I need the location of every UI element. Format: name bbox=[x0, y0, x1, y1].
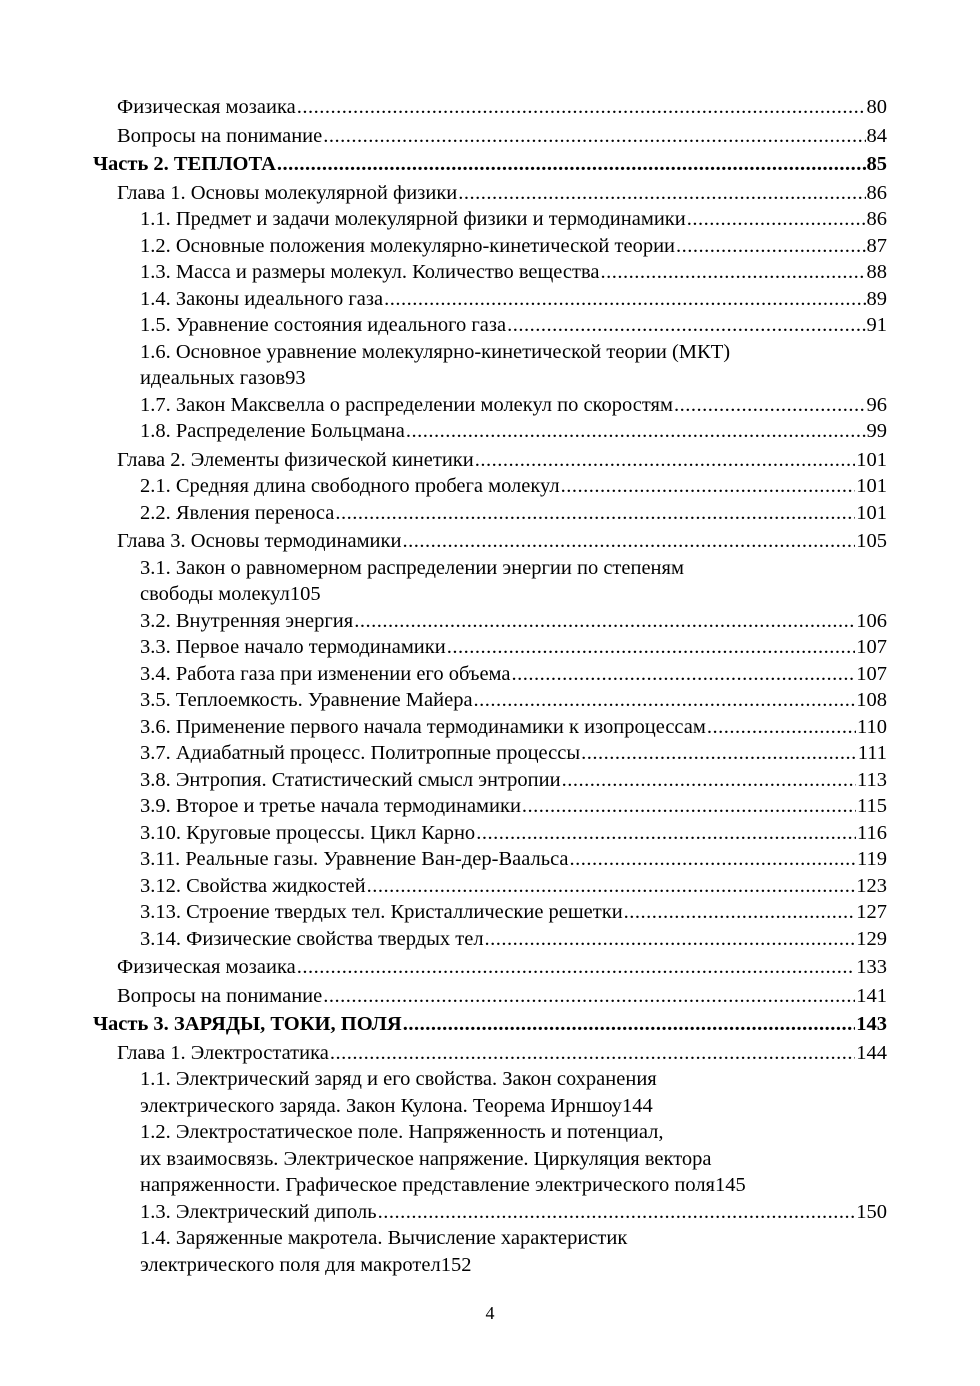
toc-entry-title: 2.2. Явления переноса bbox=[140, 501, 335, 524]
toc-entry-title-line: напряженности. Графическое представление электрического поля bbox=[140, 1174, 715, 1196]
dot-leader bbox=[600, 259, 865, 286]
toc-entry-page: 119 bbox=[857, 848, 887, 870]
toc-entry-title: 3.5. Теплоемкость. Уравнение Майера bbox=[140, 689, 473, 711]
dot-leader bbox=[403, 1011, 856, 1038]
dot-leader bbox=[406, 418, 866, 445]
dot-leader bbox=[476, 820, 856, 847]
toc-entry-last-line bbox=[140, 1172, 887, 1199]
toc-entry bbox=[93, 123, 887, 150]
dot-leader bbox=[297, 94, 866, 121]
dot-leader bbox=[354, 608, 855, 635]
toc-entry bbox=[93, 873, 887, 900]
toc-entry-title: 3.7. Адиабатный процесс. Политропные процессы bbox=[140, 742, 581, 764]
toc-entry-page: 108 bbox=[856, 689, 887, 711]
toc-entry-title: Часть 2. ТЕПЛОТА bbox=[93, 153, 276, 175]
dot-leader bbox=[323, 983, 855, 1010]
dot-leader bbox=[507, 312, 865, 339]
toc-entry-page: 101 bbox=[856, 475, 887, 497]
toc-entry-page: 113 bbox=[857, 768, 887, 791]
toc-entry-page: 111 bbox=[857, 742, 887, 764]
toc-entry bbox=[93, 899, 887, 926]
toc-entry-page: 143 bbox=[856, 1013, 887, 1035]
toc-entry bbox=[93, 954, 887, 981]
toc-entry-title: Глава 1. Электростатика bbox=[117, 1041, 329, 1064]
toc-entry-title: Вопросы на понимание bbox=[117, 124, 323, 147]
dot-leader bbox=[378, 1199, 856, 1226]
toc-entry-page: 152 bbox=[440, 1253, 472, 1276]
toc-entry-page: 86 bbox=[866, 208, 887, 230]
toc-entry-title: 2.1. Средняя длина свободного пробега молекул bbox=[140, 475, 560, 497]
dot-leader bbox=[367, 873, 856, 900]
toc-entry-page: 105 bbox=[856, 530, 887, 552]
dot-leader bbox=[475, 447, 856, 474]
dot-leader bbox=[676, 233, 865, 260]
toc-entry-title: 3.8. Энтропия. Статистический смысл энтропии bbox=[140, 768, 561, 791]
toc-entry-title: Физическая мозаика bbox=[117, 96, 296, 118]
toc-entry-title-line: свободы молекул bbox=[140, 583, 290, 605]
toc-entry-page: 144 bbox=[856, 1041, 887, 1064]
toc-entry-title: Глава 2. Элементы физической кинетики bbox=[117, 448, 474, 471]
toc-entry bbox=[93, 740, 887, 767]
toc-entry-title-line: идеальных газов bbox=[140, 367, 286, 389]
toc-entry-page: 150 bbox=[856, 1200, 887, 1223]
dot-leader bbox=[581, 740, 857, 767]
dot-leader bbox=[624, 899, 856, 926]
toc-entry-title-line: 1.2. Электростатическое поле. Напряженность и потенциал, bbox=[140, 1121, 664, 1143]
toc-entry bbox=[93, 392, 887, 419]
toc-entry bbox=[93, 418, 887, 445]
toc-entry-page: 141 bbox=[856, 984, 887, 1007]
toc-entry-title: 1.1. Предмет и задачи молекулярной физики и термодинамики bbox=[140, 208, 686, 230]
dot-leader bbox=[458, 180, 865, 207]
toc-entry bbox=[93, 339, 887, 392]
dot-leader bbox=[674, 392, 866, 419]
toc-entry-title: Физическая мозаика bbox=[117, 956, 296, 978]
dot-leader bbox=[335, 500, 855, 527]
toc-part-heading bbox=[93, 151, 887, 178]
toc-entry-title: 1.3. Масса и размеры молекул. Количество вещества bbox=[140, 261, 600, 283]
toc-entry bbox=[93, 687, 887, 714]
toc-entry-page: 85 bbox=[866, 153, 887, 175]
toc-entry-title: 3.2. Внутренняя энергия bbox=[140, 609, 354, 632]
toc-entry-title: 1.2. Основные положения молекулярно-кинетической теории bbox=[140, 234, 676, 257]
toc-entry-page: 144 bbox=[621, 1094, 653, 1117]
toc-entry bbox=[93, 1040, 887, 1067]
toc-entry-page: 87 bbox=[866, 234, 887, 257]
toc-entry-page: 116 bbox=[857, 821, 887, 844]
toc-entry bbox=[93, 233, 887, 260]
dot-leader bbox=[561, 473, 856, 500]
dot-leader bbox=[402, 528, 855, 555]
dot-leader bbox=[447, 634, 856, 661]
toc-entry-page: 110 bbox=[857, 715, 887, 738]
dot-leader bbox=[474, 687, 856, 714]
toc-entry bbox=[93, 555, 887, 608]
toc-entry-page: 96 bbox=[866, 393, 887, 416]
toc-entry-title: 1.3. Электрический диполь bbox=[140, 1200, 377, 1223]
toc-entry-page: 145 bbox=[714, 1174, 746, 1196]
dot-leader bbox=[277, 151, 866, 178]
toc-entry bbox=[93, 1199, 887, 1226]
toc-entry-page: 105 bbox=[289, 583, 321, 605]
toc-entry-page: 107 bbox=[856, 662, 887, 685]
table-of-contents bbox=[93, 92, 887, 1278]
toc-entry-title: 3.10. Круговые процессы. Цикл Карно bbox=[140, 821, 476, 844]
toc-entry bbox=[93, 714, 887, 741]
toc-entry bbox=[93, 608, 887, 635]
toc-entry bbox=[93, 206, 887, 233]
toc-entry-title: 1.8. Распределение Больцмана bbox=[140, 420, 405, 442]
toc-entry bbox=[93, 820, 887, 847]
toc-entry-page: 115 bbox=[857, 795, 887, 817]
toc-entry-title-line: 1.6. Основное уравнение молекулярно-кинетической теории (МКТ) bbox=[140, 340, 731, 363]
toc-part-heading bbox=[93, 1011, 887, 1038]
page-number: 4 bbox=[485, 1303, 495, 1323]
toc-entry bbox=[93, 1119, 887, 1199]
dot-leader bbox=[330, 1040, 855, 1067]
dot-leader bbox=[707, 714, 856, 741]
toc-entry bbox=[93, 286, 887, 313]
toc-entry-last-line bbox=[140, 1252, 887, 1279]
toc-entry bbox=[93, 926, 887, 953]
toc-entry-title-line: их взаимосвязь. Электрическое напряжение. Циркуляция вектора bbox=[140, 1147, 712, 1170]
dot-leader bbox=[384, 286, 865, 313]
toc-entry bbox=[93, 1225, 887, 1278]
toc-entry-page: 89 bbox=[866, 287, 887, 310]
toc-entry-title: 1.5. Уравнение состояния идеального газа bbox=[140, 314, 507, 336]
toc-entry-title: 3.12. Свойства жидкостей bbox=[140, 874, 366, 897]
toc-entry bbox=[93, 661, 887, 688]
toc-entry bbox=[93, 259, 887, 286]
dot-leader bbox=[512, 661, 856, 688]
toc-entry-title: Часть 3. ЗАРЯДЫ, ТОКИ, ПОЛЯ bbox=[93, 1013, 402, 1035]
toc-entry-title: 1.7. Закон Максвелла о распределении молекул по скоростям bbox=[140, 393, 673, 416]
dot-leader bbox=[522, 793, 856, 820]
toc-entry-title-line: 1.1. Электрический заряд и его свойства. Закон сохранения bbox=[140, 1068, 657, 1090]
toc-entry-title-line: 3.1. Закон о равномерном распределении энергии по степеням bbox=[140, 556, 684, 579]
toc-entry-page: 84 bbox=[866, 124, 887, 147]
dot-leader bbox=[297, 954, 856, 981]
toc-entry-title: 3.6. Применение первого начала термодинамики к изопроцессам bbox=[140, 715, 706, 738]
toc-entry-page: 91 bbox=[866, 314, 887, 336]
toc-entry-page: 101 bbox=[856, 501, 887, 524]
toc-entry bbox=[93, 793, 887, 820]
toc-entry-last-line bbox=[140, 1093, 887, 1120]
toc-entry bbox=[93, 180, 887, 207]
toc-entry bbox=[93, 983, 887, 1010]
toc-entry-page: 99 bbox=[866, 420, 887, 442]
toc-entry-title-line: электрического поля для макротел bbox=[140, 1253, 441, 1276]
toc-entry-page: 106 bbox=[856, 609, 887, 632]
toc-entry bbox=[93, 312, 887, 339]
dot-leader bbox=[570, 846, 856, 873]
toc-entry bbox=[93, 94, 887, 121]
dot-leader bbox=[687, 206, 866, 233]
toc-entry-page: 93 bbox=[285, 367, 306, 389]
toc-entry bbox=[93, 473, 887, 500]
toc-entry-last-line bbox=[140, 365, 887, 392]
toc-entry-title-line: электрического заряда. Закон Кулона. Теорема Ирншоу bbox=[140, 1094, 622, 1117]
dot-leader bbox=[485, 926, 856, 953]
toc-entry-page: 127 bbox=[856, 901, 887, 923]
toc-entry-page: 129 bbox=[856, 927, 887, 950]
toc-entry-page: 133 bbox=[856, 956, 887, 978]
toc-entry-last-line bbox=[140, 581, 887, 608]
toc-entry-title: 3.14. Физические свойства твердых тел bbox=[140, 927, 484, 950]
toc-entry-title: Вопросы на понимание bbox=[117, 984, 323, 1007]
toc-entry-title: Глава 3. Основы термодинамики bbox=[117, 530, 402, 552]
toc-entry-title: 3.13. Строение твердых тел. Кристаллические решетки bbox=[140, 901, 623, 923]
dot-leader bbox=[323, 123, 865, 150]
toc-entry bbox=[93, 447, 887, 474]
toc-entry-title: 1.4. Законы идеального газа bbox=[140, 287, 384, 310]
toc-entry-title: 3.11. Реальные газы. Уравнение Ван-дер-Ваальса bbox=[140, 848, 569, 870]
toc-entry-page: 107 bbox=[856, 636, 887, 658]
toc-entry bbox=[93, 500, 887, 527]
toc-entry bbox=[93, 1066, 887, 1119]
dot-leader bbox=[562, 767, 856, 794]
toc-entry-title-line: 1.4. Заряженные макротела. Вычисление характеристик bbox=[140, 1227, 628, 1249]
toc-entry bbox=[93, 767, 887, 794]
toc-entry bbox=[93, 528, 887, 555]
toc-entry-page: 88 bbox=[866, 261, 887, 283]
toc-entry-title: 3.9. Второе и третье начала термодинамики bbox=[140, 795, 521, 817]
toc-entry-title: 3.4. Работа газа при изменении его объема bbox=[140, 662, 511, 685]
toc-entry-page: 80 bbox=[866, 96, 887, 118]
toc-entry-title: 3.3. Первое начало термодинамики bbox=[140, 636, 446, 658]
toc-entry-page: 86 bbox=[866, 181, 887, 204]
toc-entry-page: 101 bbox=[856, 448, 887, 471]
toc-entry bbox=[93, 846, 887, 873]
toc-entry-page: 123 bbox=[856, 874, 887, 897]
toc-entry-title: Глава 1. Основы молекулярной физики bbox=[117, 181, 458, 204]
toc-entry bbox=[93, 634, 887, 661]
